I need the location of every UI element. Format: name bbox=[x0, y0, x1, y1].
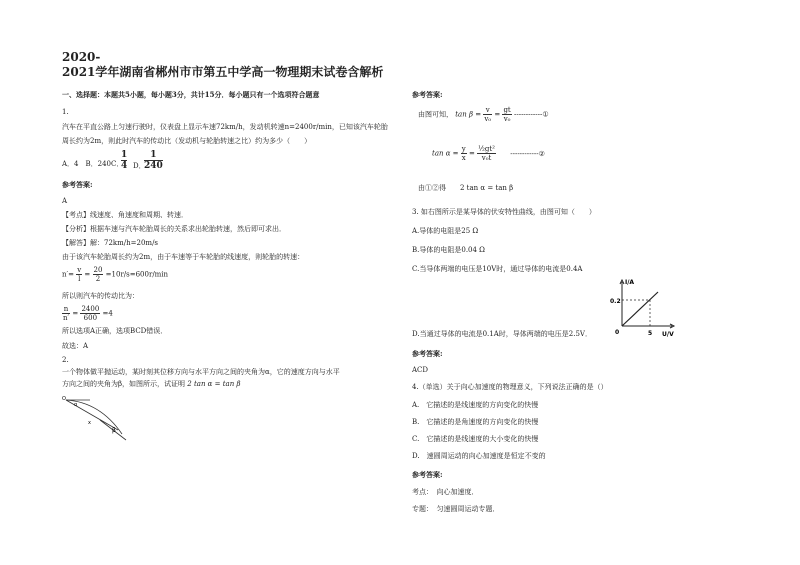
right-eq2-tag: ------------② bbox=[510, 149, 545, 158]
right-eq2-den: v₀t bbox=[481, 154, 492, 162]
q1-text-line2: 周长约为2m，则此时汽车的传动比（发动机与轮胎转速之比）约为多少（ ） bbox=[62, 137, 312, 145]
right-eq1-f1-den: v₀ bbox=[484, 115, 492, 123]
eq2-frac1 bbox=[62, 305, 70, 322]
q1-solution-line-c: 所以选项A正确，选项BCD错误． bbox=[62, 327, 168, 335]
graph-y-tick: 0.2 bbox=[610, 298, 621, 305]
q2-text-line2 bbox=[62, 380, 241, 389]
eq1-frac2 bbox=[93, 266, 104, 283]
eq2-f2-den: 600 bbox=[83, 314, 98, 322]
right-eq1-tan: tan β = bbox=[455, 110, 482, 119]
eq1-rhs: =10r/s=600r/min bbox=[105, 270, 169, 279]
eq2-f2-num: 2400 bbox=[81, 305, 100, 313]
q2-proof-formula: 2 tan α = tan β bbox=[187, 380, 241, 388]
q3-text: 3. 如右图所示是某导体的伏安特性曲线，由图可知（ ） bbox=[412, 208, 596, 216]
right-eq1-frac2 bbox=[502, 106, 511, 123]
q4-zhuanti: 专题： 匀速圆周运动专题． bbox=[412, 505, 500, 513]
projectile-figure bbox=[60, 392, 140, 444]
right-eq1-tag: ------------① bbox=[513, 110, 549, 119]
iv-graph bbox=[600, 276, 680, 338]
q3-option-b: B.导体的电阻是0.04 Ω bbox=[412, 246, 485, 254]
right-eq1-mid: = bbox=[494, 110, 501, 119]
q1-option-d-label: D． bbox=[133, 162, 146, 170]
right-eq2-tan: tan α = bbox=[432, 149, 459, 158]
q1-answer: A bbox=[62, 197, 68, 205]
fig-beta-label: β bbox=[112, 427, 116, 434]
right-eq1 bbox=[418, 106, 549, 123]
eq2-rhs: =4 bbox=[102, 309, 113, 318]
eq2-frac2 bbox=[80, 305, 100, 322]
section-header: 一、选择题：本题共5小题，每小题3分，共计15分．每小题只有一个选项符合题意 bbox=[62, 90, 320, 99]
right-eq2-frac1 bbox=[461, 145, 467, 162]
doc-title-line2: 2021学年湖南省郴州市市第五中学高一物理期末试卷含解析 bbox=[62, 65, 384, 79]
eq1-frac1 bbox=[76, 266, 82, 283]
q1-option-d-fraction bbox=[144, 150, 163, 171]
q1-text-line1: 汽车在平直公路上匀速行驶时，仪表盘上显示车速72km/h，发动机转速n=2400r/min，已知该汽车轮胎 bbox=[62, 123, 388, 131]
right-eq2-frac2 bbox=[477, 145, 496, 162]
q4-kaodian: 考点： 向心加速度． bbox=[412, 488, 479, 496]
q2-text-line2-main: 方向之间的夹角为β，如图所示，试证明 bbox=[62, 380, 186, 388]
q1-optc-num: 1 bbox=[121, 150, 128, 160]
eq1-f2-num: 20 bbox=[93, 266, 103, 274]
q4-option-d: D. 速圆周运动的向心加速度是恒定不变的 bbox=[412, 452, 546, 460]
right-eq1-f2-num: gt bbox=[503, 106, 511, 114]
eq1-mid: = bbox=[84, 270, 91, 279]
eq2-f1-num: n bbox=[63, 305, 69, 313]
fig-x-label: x bbox=[88, 420, 91, 426]
q3-option-c: C.当导体两端的电压是10V时，通过导体的电流是0.4A bbox=[412, 265, 583, 273]
iv-line bbox=[622, 292, 658, 326]
q4-text: 4.（单选）关于向心加速度的物理意义，下列说法正确的是（） bbox=[412, 383, 608, 391]
right-eq2-f1-num: y bbox=[461, 145, 466, 153]
right-eq2-inner: ½gt² bbox=[478, 145, 495, 153]
q3-option-d: D.当通过导体的电流是0.1A时，导体两端的电压是2.5V． bbox=[412, 330, 592, 338]
right-eq2-mid: = bbox=[468, 149, 475, 158]
doc-title-line1: 2020- bbox=[62, 50, 101, 64]
right-eq1-f1-num: v bbox=[483, 106, 492, 115]
q1-answer-label: 参考答案: bbox=[62, 180, 93, 189]
q1-options bbox=[62, 160, 123, 169]
q1-options-ab: A．4 B．240C． bbox=[62, 160, 124, 168]
right-eq3: 由①②得 2 tan α = tan β bbox=[418, 184, 514, 192]
q4-answer-label: 参考答案: bbox=[412, 470, 443, 479]
q1-solution-line-a: 由于该汽车轮胎周长约为2m，由于车速等于车轮胎的线速度，则轮胎的转速： bbox=[62, 253, 305, 261]
graph-x-label: U/V bbox=[662, 331, 674, 338]
graph-x-tick: 5 bbox=[648, 330, 653, 337]
q1-number: 1. bbox=[62, 108, 69, 116]
q1-fenxi: 【分析】根据车速与汽车轮胎周长的关系求出轮胎转速，然后即可求出． bbox=[62, 225, 286, 233]
q1-option-c-fraction bbox=[121, 150, 127, 171]
graph-y-label: I/A bbox=[625, 279, 635, 286]
right-eq2 bbox=[432, 145, 545, 162]
q1-kaodian: 【考点】线速度、角速度和周期、转速． bbox=[62, 211, 188, 219]
fig-alpha-label: α bbox=[74, 402, 78, 408]
eq2-mid: = bbox=[72, 309, 79, 318]
q2-text-line1: 一个物体做平抛运动，某时刻其位移方向与水平方向之间的夹角为α，它的速度方向与水平 bbox=[62, 368, 340, 376]
q1-solution-line-b: 所以则汽车的传动比为： bbox=[62, 292, 139, 300]
q3-answer: ACD bbox=[412, 366, 429, 374]
q3-answer-label: 参考答案: bbox=[412, 349, 443, 358]
q3-option-a: A.导体的电阻是25 Ω bbox=[412, 227, 479, 235]
q1-optd-den: 240 bbox=[144, 161, 163, 171]
q1-optc-den: 4 bbox=[121, 161, 128, 171]
graph-origin: 0 bbox=[615, 329, 620, 336]
q4-option-a: A. 它描述的是线速度的方向变化的快慢 bbox=[412, 401, 539, 409]
q1-equation-1 bbox=[62, 266, 168, 283]
q2-answer-label: 参考答案: bbox=[412, 90, 443, 99]
q1-solution-line-d: 故选：A bbox=[62, 342, 89, 350]
eq1-f1-num: v bbox=[77, 266, 82, 274]
fig-origin-label: O bbox=[62, 396, 66, 402]
eq1-f2-den: 2 bbox=[95, 275, 101, 283]
q2-number: 2. bbox=[62, 356, 69, 364]
right-eq1-f2-den: v₀ bbox=[503, 115, 511, 123]
right-eq1-frac1 bbox=[483, 106, 492, 123]
q4-option-b: B. 它描述的是角速度的方向变化的快慢 bbox=[412, 418, 539, 426]
q1-equation-2 bbox=[62, 305, 113, 322]
right-eq2-f1-den: x bbox=[461, 154, 466, 162]
eq1-lhs: n′= bbox=[62, 270, 74, 279]
right-eq1-prefix: 由图可知， bbox=[418, 110, 453, 119]
q1-optd-num: 1 bbox=[144, 150, 163, 161]
q4-option-c: C. 它描述的是线速度的大小变化的快慢 bbox=[412, 435, 539, 443]
eq2-f1-den: n′ bbox=[63, 314, 70, 322]
q1-jieda: 【解答】解：72km/h=20m/s bbox=[62, 239, 159, 247]
eq1-f1-den: l bbox=[78, 275, 81, 283]
